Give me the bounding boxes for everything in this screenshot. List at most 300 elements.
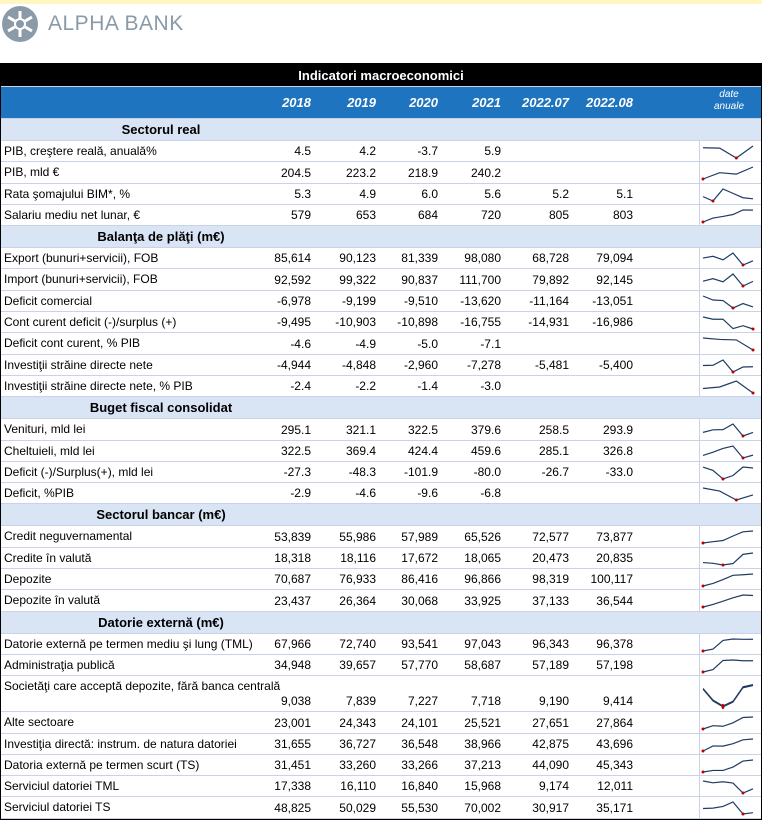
sparkline-trend [703,739,753,751]
sparkline-trend [703,446,753,458]
indicator-value-2021: 7,718 [470,694,501,709]
section-header-row [1,504,761,526]
indicator-row [1,483,761,504]
indicator-value-2019: 39,657 [339,658,376,673]
sparkline [701,292,757,310]
indicator-value-2018: -4,944 [276,357,311,372]
indicator-value-2022.07: 27,651 [532,715,569,730]
indicator-value-2018: 9,038 [280,694,311,709]
sparkline-trend [703,210,753,222]
indicator-value-2019: -2.2 [355,379,376,394]
indicator-value-2020: 17,672 [401,551,438,566]
column-divider [699,712,700,732]
indicator-value-2020: -5.0 [417,336,438,351]
indicator-value-2019: 36,727 [339,736,376,751]
indicator-value-2018: -27.3 [283,465,311,480]
indicator-value-2018: 34,948 [274,658,311,673]
indicator-value-2019: 4.2 [359,144,376,159]
indicator-value-2020: 6.0 [421,186,438,201]
sparkline [701,185,757,203]
sparkline-low-marker [702,670,705,673]
sparkline-low-marker [722,704,725,709]
indicator-label: Credite în valută [4,550,92,565]
sparkline-trend [703,488,753,500]
indicator-value-2022.08: 35,171 [596,800,633,815]
indicator-value-2022.08: 27,864 [596,715,633,730]
indicator-label: Alte sectoare [4,715,75,730]
indicator-value-2022.08: -16,986 [592,315,633,330]
indicator-label: Rata şomajului BIM*, % [4,186,131,201]
indicator-value-2022.07: 98,319 [532,572,569,587]
indicator-value-2018: 4.5 [294,144,311,159]
indicator-value-2021: 70,002 [464,800,501,815]
sparkline-trend [703,296,753,308]
indicator-label: PIB, creştere reală, anuală% [4,144,157,158]
indicator-value-2021: 58,687 [464,658,501,673]
indicator-value-2022.07: 79,892 [532,272,569,287]
indicator-value-2022.07: 42,875 [532,736,569,751]
indicator-value-2019: 50,029 [339,800,376,815]
column-divider [699,312,700,332]
sparkline-low-marker [712,199,715,202]
indicator-value-2022.07: 57,189 [532,658,569,673]
indicator-value-2018: 23,437 [274,593,311,608]
indicator-value-2022.08: 326.8 [602,443,633,458]
indicator-label: Serviciul datoriei TML [4,779,120,794]
indicator-label: Serviciul datoriei TS [4,800,111,815]
indicator-value-2018: 23,001 [274,715,311,730]
indicator-value-2022.07: -11,164 [529,294,569,309]
indicator-value-2019: 33,260 [339,758,376,773]
indicator-row [1,184,761,205]
indicator-row [1,776,761,797]
sparkline [701,377,757,395]
indicator-row [1,141,761,162]
sparkline-low-marker [742,264,745,267]
indicator-value-2022.07: 9,190 [538,694,569,709]
indicator-label: Administraţia publică [4,657,115,672]
brand-name: ALPHA BANK [48,12,184,35]
indicator-value-2022.07: 5.2 [552,186,569,201]
section-title: Datorie externă (m€) [98,614,224,630]
indicator-row [1,162,761,183]
sparkline [701,777,757,795]
indicator-label: Salariu mediu net lunar, € [4,207,141,222]
indicator-value-2018: 5.3 [294,186,311,201]
indicator-value-2022.08: 9,414 [602,694,633,709]
column-divider [699,776,700,796]
indicator-value-2021: 18,065 [464,551,501,566]
sparkline-trend [703,685,753,706]
sparkline-trend [703,167,753,179]
section-title: Sectorul bancar (m€) [96,507,226,523]
indicator-value-2019: 653 [355,208,376,223]
sparkline-low-marker [702,178,705,181]
indicator-value-2018: -2.4 [290,379,311,394]
indicator-value-2022.07: 68,728 [532,251,569,266]
indicator-label: Investiţii străine directe nete, % PIB [4,378,193,393]
sparkline-trend [703,274,753,286]
indicator-value-2022.07: -5,481 [534,357,569,372]
indicator-value-2020: 36,548 [401,736,438,751]
indicator-value-2019: 55,986 [339,529,376,544]
indicator-row [1,355,761,376]
sparkline [701,756,757,774]
indicator-value-2020: 57,770 [401,658,438,673]
indicator-row [1,333,761,354]
sparkline-trend [703,781,753,793]
indicator-value-2019: -4,848 [341,357,376,372]
indicator-value-2022.08: 57,198 [596,658,633,673]
indicator-row [1,441,761,462]
indicator-value-2022.08: 73,877 [596,529,633,544]
indicator-value-2022.08: 5.1 [616,186,633,201]
indicator-row [1,312,761,333]
indicator-value-2021: -7,278 [466,357,501,372]
indicator-value-2021: 96,866 [464,572,501,587]
indicator-value-2018: -6,978 [276,294,311,309]
indicator-value-2018: 295.1 [280,422,311,437]
indicator-value-2022.08: 803 [612,208,633,223]
table-title-row [1,64,761,87]
sparkline-trend [703,660,753,672]
indicator-row [1,419,761,440]
indicator-value-2019: -9,199 [341,294,376,309]
sparkline-low-marker [702,649,705,652]
indicator-label: Deficit comercial [4,293,93,308]
indicator-value-2019: 26,364 [339,593,376,608]
year-header-row [1,87,761,119]
sparkline-low-marker [742,456,745,459]
indicator-value-2019: 99,322 [339,272,376,287]
indicator-row [1,634,761,655]
column-divider [699,526,700,546]
indicator-value-2018: 17,338 [274,779,311,794]
column-divider [699,569,700,589]
indicator-label: Deficit (-)/Surplus(+), mld lei [4,464,154,479]
section-header-row [1,226,761,248]
indicator-value-2020: -1.4 [417,379,438,394]
sparkline-low-marker [702,749,705,752]
sparkline-trend [703,467,753,479]
sparkline [701,484,757,502]
sparkline-low-marker [702,728,705,731]
indicator-row [1,590,761,611]
sparkline [701,142,757,160]
indicator-value-2019: 18,116 [340,551,376,566]
sparkline-low-marker [702,585,705,588]
column-divider [699,333,700,353]
indicator-value-2019: 76,933 [339,572,376,587]
indicator-value-2022.07: 285.1 [538,443,569,458]
indicator-value-2022.07: 72,577 [532,529,569,544]
sparkline-low-marker [742,813,745,816]
sparkline [701,313,757,331]
indicator-value-2021: 33,925 [464,593,501,608]
column-divider [699,376,700,396]
indicator-label: PIB, mld € [4,165,60,180]
sparkline-trend [703,360,753,372]
indicator-value-2022.08: 100,117 [590,572,633,587]
indicator-value-2022.08: 36,544 [596,593,633,608]
sparkline [701,270,757,288]
column-divider [699,797,700,817]
indicator-value-2022.08: 96,378 [596,636,633,651]
indicator-value-2021: 37,213 [464,758,501,773]
indicator-value-2020: 30,068 [401,593,438,608]
column-divider [699,755,700,775]
indicator-value-2018: 48,825 [274,800,311,815]
indicator-value-2019: -4.9 [355,336,376,351]
indicator-value-2020: 218.9 [407,165,438,180]
indicator-label: Export (bunuri+servicii), FOB [4,251,159,266]
alpha-bank-emblem-icon [2,6,38,42]
indicator-value-2021: -16,755 [460,315,501,330]
column-divider [699,676,700,711]
indicator-value-2021: 379.6 [470,422,501,437]
indicator-value-2021: 97,043 [464,636,501,651]
table-title: Indicatori macroeconomici [298,68,464,83]
sparkline [701,163,757,181]
sparkline-low-marker [742,792,745,795]
indicator-value-2018: 18,318 [274,551,311,566]
indicator-value-2021: -13,620 [460,294,501,309]
year-header-5: 2022.08 [586,95,633,110]
column-divider [699,141,700,161]
sparkline [701,656,757,674]
sparkline-low-marker [735,499,738,502]
indicator-row [1,291,761,312]
sparkline [701,549,757,567]
indicator-value-2021: 5.9 [484,144,501,159]
indicator-value-2018: 579 [290,208,311,223]
column-divider [699,269,700,289]
indicator-value-2022.07: 44,090 [532,758,569,773]
column-divider [699,590,700,610]
sparkline-low-marker [742,435,745,438]
indicator-value-2022.07: 37,133 [532,593,569,608]
year-header-3: 2021 [472,95,501,110]
indicator-value-2018: 31,451 [274,758,311,773]
indicator-value-2018: -4.6 [290,336,311,351]
annual-data-header [701,89,757,113]
indicator-value-2020: 33,266 [401,758,438,773]
indicator-value-2021: 720 [480,208,501,223]
sparkline-trend [703,253,753,265]
indicator-value-2020: 86,416 [401,572,438,587]
indicator-value-2022.07: -14,931 [528,315,569,330]
column-divider [699,355,700,375]
sparkline-trend [703,574,753,586]
column-divider [699,291,700,311]
indicator-label: Investiţii străine directe nete [4,357,153,372]
indicator-value-2021: -6.8 [480,486,501,501]
sparkline-low-marker [702,770,705,773]
column-divider [699,205,700,225]
section-header-row [1,119,761,141]
indicator-value-2021: -7.1 [480,336,501,351]
column-divider [699,441,700,461]
indicator-value-2018: 70,687 [274,572,311,587]
year-header-1: 2019 [347,95,376,110]
indicator-value-2019: 90,123 [339,251,376,266]
column-divider [699,248,700,268]
indicator-row [1,569,761,590]
indicator-value-2020: -3.7 [417,144,438,159]
indicator-row [1,676,761,712]
indicator-value-2020: -101.9 [403,465,438,480]
indicator-value-2022.08: 293.9 [602,422,633,437]
indicator-value-2020: 93,541 [401,636,438,651]
indicator-row [1,734,761,755]
indicator-label: Investiţia directă: instrum. de natura datoriei [4,736,237,751]
indicator-row [1,376,761,397]
column-divider [699,184,700,204]
indicator-value-2019: -4.6 [355,486,376,501]
indicator-value-2022.08: 79,094 [596,251,633,266]
indicator-value-2019: 24,343 [339,715,376,730]
indicator-row [1,205,761,226]
indicator-value-2020: 81,339 [401,251,438,266]
indicator-value-2021: 15,968 [464,779,501,794]
indicator-value-2021: 65,526 [464,529,501,544]
sparkline-low-marker [752,349,755,352]
sparkline-low-marker [742,285,745,288]
indicator-value-2022.08: 92,145 [596,272,633,287]
indicator-value-2021: 98,080 [464,251,501,266]
indicator-value-2021: 25,521 [464,715,501,730]
indicator-value-2018: -9,495 [276,315,311,330]
sparkline-trend [703,338,753,350]
indicator-value-2021: 459.6 [470,443,501,458]
indicator-value-2022.08: -13,051 [592,294,633,309]
indicator-row [1,712,761,733]
indicator-row [1,797,761,818]
indicator-value-2018: 204.5 [280,165,311,180]
sparkline [701,356,757,374]
indicator-label: Deficit cont curent, % PIB [4,336,141,351]
section-title: Sectorul real [121,122,201,137]
indicator-value-2018: 31,655 [274,736,311,751]
indicator-value-2022.08: 45,343 [596,758,633,773]
indicator-value-2019: -10,903 [335,315,376,330]
column-divider [699,483,700,503]
column-divider [699,634,700,654]
indicator-value-2019: 16,110 [340,779,376,794]
year-header-2: 2020 [409,95,438,110]
sparkline [701,591,757,609]
indicator-value-2021: 111,700 [459,272,501,287]
section-title: Buget fiscal consolidat [89,400,233,416]
indicator-value-2019: 369.4 [345,443,376,458]
indicator-value-2020: 90,837 [401,272,438,287]
indicator-value-2018: 53,839 [274,529,311,544]
column-divider [699,655,700,675]
indicator-value-2020: 322.5 [407,422,438,437]
column-divider [699,419,700,439]
year-header-4: 2022.07 [522,95,569,110]
sparkline [701,442,757,460]
indicator-row [1,548,761,569]
annual-data-header-line-1: date [719,89,739,100]
indicator-row [1,755,761,776]
indicator-value-2022.07: 805 [548,208,569,223]
indicator-value-2018: -2.9 [290,486,311,501]
section-title: Balanţa de plăţi (m€) [97,229,225,245]
sparkline-low-marker [702,220,705,223]
sparkline-low-marker [735,157,738,160]
indicator-label: Datorie externă pe termen mediu şi lung (TML) [4,636,253,651]
indicator-row [1,526,761,547]
indicator-value-2019: -48.3 [348,465,376,480]
indicator-value-2021: 38,966 [464,736,501,751]
column-divider [699,548,700,568]
sparkline-low-marker [702,606,705,609]
section-header-row [1,397,761,419]
sparkline [701,334,757,352]
sparkline-trend [703,639,753,651]
sparkline-trend [703,146,753,158]
indicator-value-2021: 5.6 [484,186,501,201]
indicator-value-2021: -80.0 [473,465,501,480]
indicator-value-2022.07: 258.5 [538,422,569,437]
indicator-value-2019: 223.2 [345,165,376,180]
indicator-value-2022.08: 12,011 [597,779,633,794]
sparkline-trend [703,595,753,607]
indicator-value-2020: 55,530 [401,800,438,815]
sparkline-trend [703,760,753,772]
sparkline-low-marker [752,391,755,394]
indicator-value-2019: 321.1 [345,422,376,437]
macroeconomic-indicators-table [0,63,762,820]
indicator-value-2020: 424.4 [407,443,438,458]
column-divider [699,462,700,482]
year-header-0: 2018 [282,95,311,110]
sparkline [701,678,757,710]
indicator-value-2022.07: 30,917 [532,800,569,815]
sparkline [701,420,757,438]
sparkline-low-marker [732,306,735,309]
sparkline-low-marker [732,370,735,373]
indicator-value-2019: 4.9 [359,186,376,201]
sparkline-low-marker [722,477,725,480]
indicator-label: Cont curent deficit (-)/surplus (+) [4,315,177,330]
indicator-value-2022.08: 43,696 [596,736,633,751]
indicator-label: Deficit, %PIB [4,486,75,501]
indicator-value-2018: 322.5 [280,443,311,458]
top-accent-bar [0,0,762,4]
sparkline [701,463,757,481]
indicator-value-2020: 57,989 [401,529,438,544]
sparkline-trend [703,802,753,814]
indicator-value-2022.07: 20,473 [532,551,569,566]
sparkline [701,713,757,731]
indicator-value-2022.07: 96,343 [532,636,569,651]
indicator-row [1,462,761,483]
indicator-label: Venituri, mld lei [4,422,86,437]
indicator-value-2020: 24,101 [401,715,438,730]
indicator-label: Datoria externă pe termen scurt (TS) [4,757,200,772]
indicator-label: Depozite în valută [4,593,101,608]
indicator-label: Societăţi care acceptă depozite, fără banca centrală [4,679,281,694]
sparkline-low-marker [702,542,705,545]
sparkline [701,570,757,588]
indicator-row [1,269,761,290]
annual-data-header-line-2: anuale [713,101,745,112]
sparkline [701,249,757,267]
indicator-value-2021: 240.2 [470,165,501,180]
indicator-value-2018: 92,592 [274,272,311,287]
